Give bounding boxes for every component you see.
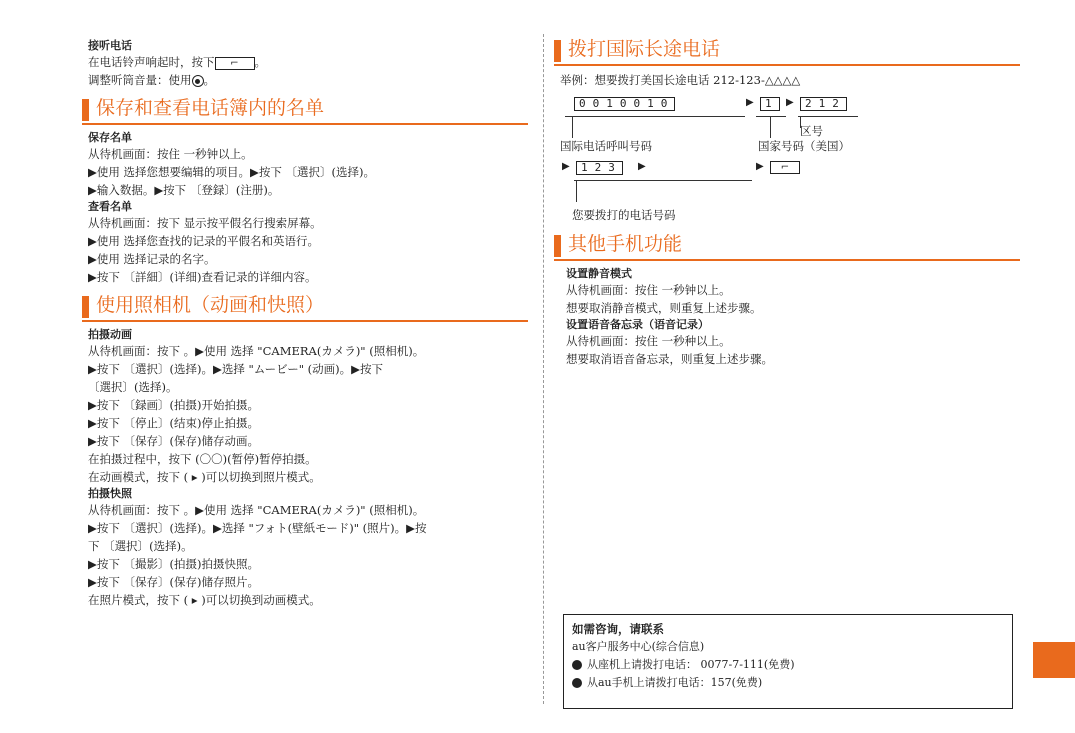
bullet-icon	[572, 678, 582, 688]
right-column	[560, 38, 1020, 368]
video-line-4: ▶按下 〔録画〕(拍摄)开始拍摄。	[88, 398, 259, 412]
bullet-icon	[572, 660, 582, 670]
memo-line-1: 从待机画面：按住 一秒种以上。	[566, 334, 731, 348]
video-title: 拍摄动画	[88, 328, 132, 341]
call-key-icon: ⌐	[770, 161, 800, 174]
video-line-6: ▶按下 〔保存〕(保存)储存动画。	[88, 434, 259, 448]
example-line: 举例：想要拨打美国长途电话 212-123-△△△△	[560, 73, 801, 87]
left-column	[88, 38, 528, 609]
photo-line-1: 从待机画面：按下 。▶使用 选择 "CAMERA(カメラ)" (照相机)。	[88, 503, 425, 517]
intl-code-box: 0010010	[574, 97, 675, 111]
area-code-label: 区号	[800, 124, 823, 138]
volume-line: 调整听筒音量：使用 。	[88, 73, 215, 87]
answer-call-title: 接听电话	[88, 39, 132, 52]
save-line-3: ▶输入数据。▶按下 〔登録〕(注册)。	[88, 183, 280, 197]
contact-center: au客户服务中心(综合信息)	[572, 640, 705, 653]
silent-line-2: 想要取消静音模式，则重复上述步骤。	[566, 301, 762, 315]
save-line-1: 从待机画面：按住 一秒钟以上。	[88, 147, 253, 161]
memo-title: 设置语音备忘录（语音记录）	[566, 318, 709, 331]
save-name-title: 保存名单	[88, 131, 132, 144]
contact-mobile: 从au手机上请拨打电话：157(免费)	[572, 674, 1004, 692]
video-line-2: ▶按下 〔選択〕(选择)。▶选择 "ムービー" (动画)。▶按下	[88, 362, 383, 376]
answer-call-line: 在电话铃声响起时，按下 ⌐ 。	[88, 55, 266, 69]
contact-title: 如需咨询，请联系	[572, 622, 664, 636]
arrow-icon: ▶	[638, 161, 646, 172]
arrow-icon: ▶	[746, 97, 754, 108]
contact-box	[563, 614, 1013, 709]
save-line-2: ▶使用 选择您想要编辑的项目。▶按下 〔選択〕(选择)。	[88, 165, 375, 179]
view-line-3: ▶使用 选择记录的名字。	[88, 252, 216, 266]
photo-line-6: 在照片模式，按下 ( ▸ )可以切换到动画模式。	[88, 593, 321, 607]
photo-line-5: ▶按下 〔保存〕(保存)储存照片。	[88, 575, 259, 589]
video-line-8: 在动画模式，按下 ( ▸ )可以切换到照片模式。	[88, 470, 321, 484]
photo-title: 拍摄快照	[88, 487, 132, 500]
section-heading-international: 拨打国际长途电话	[554, 38, 1020, 66]
column-divider	[543, 34, 544, 704]
video-line-5: ▶按下 〔停止〕(结束)停止拍摄。	[88, 416, 259, 430]
page-tab-marker	[1033, 642, 1075, 678]
section-heading-camera: 使用照相机（动画和快照）	[82, 294, 528, 322]
country-code-box: 1	[760, 97, 780, 111]
section-heading-phonebook: 保存和查看电话簿内的名单	[82, 97, 528, 125]
arrow-icon: ▶	[562, 161, 570, 172]
phone-number-label: 您要拨打的电话号码	[572, 208, 676, 222]
view-line-4: ▶按下 〔詳細〕(详细)查看记录的详细内容。	[88, 270, 317, 284]
view-line-2: ▶使用 选择您查找的记录的平假名和英语行。	[88, 234, 319, 248]
photo-line-4: ▶按下 〔撮影〕(拍摄)拍摄快照。	[88, 557, 259, 571]
dialing-diagram	[560, 93, 1020, 223]
number-box: 123	[576, 161, 623, 175]
intl-code-label: 国际电话呼叫号码	[560, 139, 652, 153]
arrow-icon: ▶	[786, 97, 794, 108]
silent-line-1: 从待机画面：按住 一秒钟以上。	[566, 283, 731, 297]
memo-line-2: 想要取消语音备忘录，则重复上述步骤。	[566, 352, 773, 366]
photo-line-2: ▶按下 〔選択〕(选择)。▶选择 "フォト(壁紙モード)" (照片)。▶按	[88, 521, 427, 535]
call-key-icon: ⌐	[215, 57, 255, 70]
video-line-1: 从待机画面：按下 。▶使用 选择 "CAMERA(カメラ)" (照相机)。	[88, 344, 425, 358]
section-heading-other: 其他手机功能	[554, 233, 1020, 261]
view-line-1: 从待机画面：按下 显示按平假名行搜索屏幕。	[88, 216, 322, 230]
arrow-icon: ▶	[756, 161, 764, 172]
video-line-7: 在拍摄过程中，按下 (〇〇)(暂停)暂停拍摄。	[88, 452, 317, 466]
country-code-label: 国家号码（美国）	[758, 139, 850, 153]
area-code-box: 212	[800, 97, 847, 111]
photo-line-3: 下 〔選択〕(选择)。	[88, 539, 193, 553]
up-down-key-icon	[192, 75, 204, 87]
contact-landline: 从座机上请拨打电话： 0077-7-111(免费)	[572, 656, 1004, 674]
video-line-3: 〔選択〕(选择)。	[88, 380, 178, 394]
view-name-title: 查看名单	[88, 200, 132, 213]
silent-title: 设置静音模式	[566, 267, 632, 280]
